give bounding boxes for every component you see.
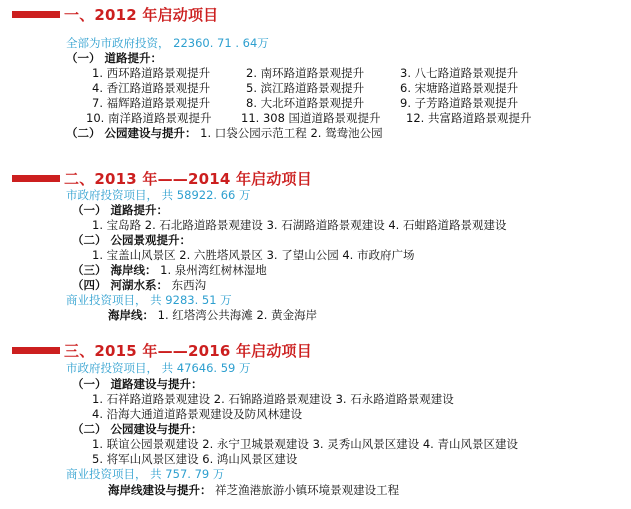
section-2012-title: 一、2012 年启动项目: [64, 5, 219, 24]
section-2015-gov-investment: 市政府投资项目， 共 47646. 59 万: [66, 361, 251, 375]
section-2012-investment: 全部为市政府投资， 22360. 71 . 64万: [66, 36, 269, 50]
park-line: [66, 126, 383, 140]
river-heading: （四） 河湖水系：: [72, 278, 169, 292]
biz-coast-items: 祥芝渔港旅游小镇环境景观建设工程: [215, 483, 400, 497]
roads-heading: （一） 道路建设与提升：: [72, 377, 203, 391]
biz-coast-items: 1. 红塔湾公共海滩 2. 黄金海岸: [157, 308, 318, 322]
road-item: 1. 西环路道路景观提升: [92, 66, 211, 80]
road-item: 4. 香江路道路景观提升: [92, 81, 211, 95]
roads-items: 1. 石祥路道路景观建设 2. 石锦路道路景观建设 3. 石永路道路景观建设: [92, 392, 454, 406]
coast-line: [72, 263, 267, 277]
roads-heading: [72, 203, 168, 217]
biz-coast-line: [108, 483, 399, 497]
roads-items: 1. 宝岛路 2. 石北路道路景观建设 3. 石湖路道路景观建设 4. 石蚶路道路景观建设: [92, 218, 507, 232]
road-item: 12. 共富路道路景观提升: [406, 111, 532, 125]
roads-heading-label: （一） 道路提升：: [72, 203, 169, 217]
coast-heading: （三） 海岸线：: [72, 263, 157, 277]
section-2015-biz-investment: 商业投资项目， 共 757. 79 万: [66, 467, 225, 481]
section-2013-gov-investment: 市政府投资项目， 共 58922. 66 万: [66, 188, 251, 202]
park-heading: （二） 公园建设与提升：: [72, 422, 203, 436]
roads-items: 4. 沿海大通道道路景观建设及防风林建设: [92, 407, 303, 421]
park-items: 1. 口袋公园示范工程 2. 鸳鸯池公园: [200, 126, 383, 140]
park-items: 5. 将军山风景区建设 6. 鸿山风景区建设: [92, 452, 298, 466]
road-item: 6. 宋塘路道路景观提升: [400, 81, 519, 95]
park-heading: （二） 公园建设与提升：: [66, 126, 197, 140]
road-item: 10. 南洋路道路景观提升: [86, 111, 212, 125]
park-items: 1. 宝盖山风景区 2. 六胜塔风景区 3. 了望山公园 4. 市政府广场: [92, 248, 415, 262]
road-item: 8. 大北环道路景观提升: [246, 96, 365, 110]
section-2015-header: [12, 342, 312, 358]
road-item: 3. 八七路道路景观提升: [400, 66, 519, 80]
road-item: 2. 南环路道路景观提升: [246, 66, 365, 80]
road-item: 9. 子芳路道路景观提升: [400, 96, 519, 110]
section-2013-header: [12, 170, 312, 186]
roads-heading: （一） 道路提升：: [66, 51, 163, 65]
red-accent-bar: [12, 347, 60, 354]
park-items: 1. 联谊公园景观建设 2. 永宁卫城景观建设 3. 灵秀山风景区建设 4. 青山风景区建设: [92, 437, 518, 451]
section-2013-title: 二、2013 年——2014 年启动项目: [64, 169, 312, 188]
park-heading: （二） 公园景观提升：: [72, 233, 192, 247]
coast-items: 1. 泉州湾红树林湿地: [160, 263, 267, 277]
section-2013-biz-investment: 商业投资项目， 共 9283. 51 万: [66, 293, 232, 307]
section-2015-title: 三、2015 年——2016 年启动项目: [64, 341, 312, 360]
road-item: 7. 福辉路道路景观提升: [92, 96, 211, 110]
biz-coast-heading: 海岸线建设与提升：: [108, 483, 212, 497]
biz-coast-heading: 海岸线：: [108, 308, 154, 322]
red-accent-bar: [12, 175, 60, 182]
section-2012-header: [12, 6, 218, 22]
river-items: 东西沟: [171, 278, 207, 292]
red-accent-bar: [12, 11, 60, 18]
river-line: [72, 278, 206, 292]
road-item: 5. 滨江路道路景观提升: [246, 81, 365, 95]
biz-coast-line: [108, 308, 317, 322]
road-item: 11. 308 国道道路景观提升: [241, 111, 381, 125]
